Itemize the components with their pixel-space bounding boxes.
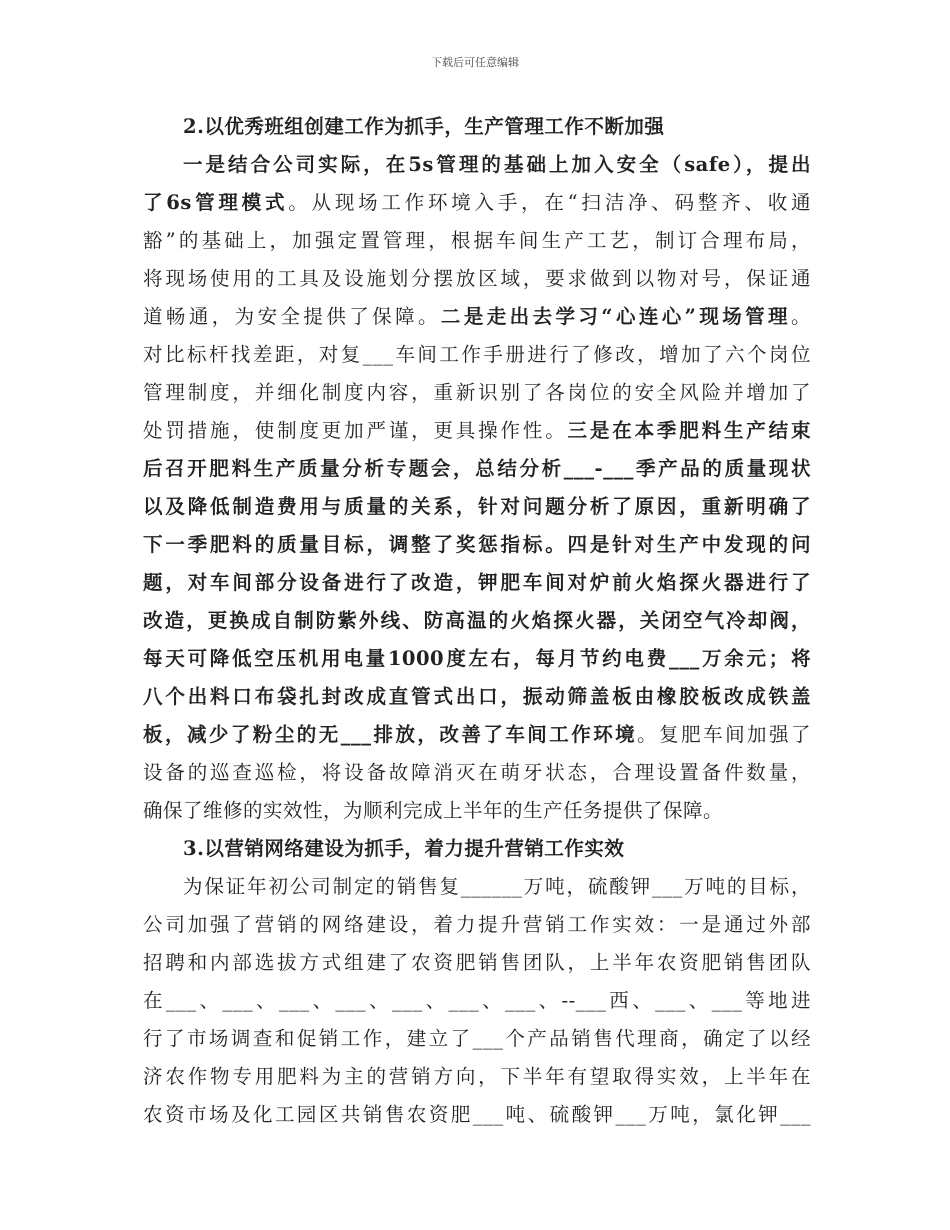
- text-segment: 道畅通，为安全提供了保障。: [143, 305, 441, 328]
- text-segment: 处罚措施，使制度更加严谨，更具操作性。: [143, 419, 568, 442]
- text-line: [143, 678, 811, 716]
- text-line: [143, 260, 811, 298]
- text-line: [143, 906, 811, 944]
- text-segment: 豁”的基础上，加强定置管理，根据车间生产工艺，制订合理布局，: [143, 229, 811, 252]
- text-segment: 设备的巡查巡检，将设备故障消灭在萌牙状态，合理设置备件数量，: [143, 761, 811, 784]
- text-segment: 在___、___、___、___、___、___、___、--___西、___、___等地进: [143, 989, 811, 1012]
- bold-text-segment: 以及降低制造费用与质量的关系，针对问题分析了原因，重新明确了: [143, 495, 811, 518]
- text-segment: 行了市场调查和促销工作，建立了___个产品销售代理商，确定了以经: [143, 1027, 811, 1050]
- text-line: [143, 944, 811, 982]
- text-line: [143, 184, 811, 222]
- text-line: [143, 108, 811, 146]
- text-segment: 济农作物专用肥料为主的营销方向，下半年有望取得实效，上半年在: [143, 1065, 811, 1088]
- text-line: [143, 336, 811, 374]
- text-segment: 将现场使用的工具及设施划分摆放区域，要求做到以物对号，保证通: [143, 267, 811, 290]
- text-line: [143, 526, 811, 564]
- text-line: [143, 222, 811, 260]
- text-line: [143, 298, 811, 336]
- text-line: [143, 1096, 811, 1134]
- text-segment: 农资市场及化工园区共销售农资肥___吨、硫酸钾___万吨，氯化钾___: [143, 1103, 811, 1126]
- bold-text-segment: 了6s管理模式: [143, 191, 289, 214]
- bold-text-segment: 每天可降低空压机用电量1000度左右，每月节约电费___万余元；将: [143, 647, 811, 670]
- text-segment: 对比标杆找差距，对复___车间工作手册进行了修改，增加了六个岗位: [143, 343, 811, 366]
- text-line: [143, 564, 811, 602]
- bold-text-segment: 后召开肥料生产质量分析专题会，总结分析___-___季产品的质量现状: [143, 457, 811, 480]
- text-line: [143, 754, 811, 792]
- text-segment: 。从现场工作环境入手，在“扫洁净、码整齐、收通: [288, 191, 811, 214]
- bold-text-segment: 二是走出去学习“心连心”现场管理: [440, 305, 791, 328]
- text-line: [143, 602, 811, 640]
- text-line: [143, 450, 811, 488]
- text-line: [143, 830, 811, 868]
- bold-text-segment: 八个出料口布袋扎封改成直管式出口，振动筛盖板由橡胶板改成铁盖: [143, 685, 811, 708]
- page-header: 下载后可任意编辑: [431, 56, 519, 69]
- text-segment: 管理制度，并细化制度内容，重新识别了各岗位的安全风险并增加了: [143, 381, 811, 404]
- text-segment: 。复肥车间加强了: [637, 723, 811, 746]
- text-line: [143, 374, 811, 412]
- text-line: [143, 488, 811, 526]
- text-segment: 确保了维修的实效性，为顺利完成上半年的生产任务提供了保障。: [143, 799, 724, 822]
- text-line: [143, 982, 811, 1020]
- text-line: [143, 146, 811, 184]
- bold-text-segment: 改造，更换成自制防紫外线、防高温的火焰探火器，关闭空气冷却阀，: [143, 609, 811, 632]
- text-line: [143, 640, 811, 678]
- text-segment: 为保证年初公司制定的销售复______万吨，硫酸钾___万吨的目标，: [183, 875, 811, 898]
- document-body: [143, 108, 811, 1134]
- text-line: [143, 868, 811, 906]
- bold-text-segment: 一是结合公司实际，在5s管理的基础上加入安全（safe），提出: [183, 153, 811, 176]
- text-line: [143, 412, 811, 450]
- text-line: [143, 1020, 811, 1058]
- bold-text-segment: 下一季肥料的质量目标，调整了奖惩指标。四是针对生产中发现的问: [143, 533, 811, 556]
- bold-text-segment: 2.以优秀班组创建工作为抓手，生产管理工作不断加强: [183, 115, 665, 138]
- bold-text-segment: 板，减少了粉尘的无___排放，改善了车间工作环境: [143, 723, 638, 746]
- text-segment: 公司加强了营销的网络建设，着力提升营销工作实效：一是通过外部: [143, 913, 811, 936]
- text-line: [143, 792, 811, 830]
- bold-text-segment: 3.以营销网络建设为抓手，着力提升营销工作实效: [183, 837, 625, 860]
- bold-text-segment: 题，对车间部分设备进行了改造，钾肥车间对炉前火焰探火器进行了: [143, 571, 811, 594]
- text-segment: 。: [790, 305, 811, 328]
- text-line: [143, 1058, 811, 1096]
- text-segment: 招聘和内部选拔方式组建了农资肥销售团队，上半年农资肥销售团队: [143, 951, 811, 974]
- text-line: [143, 716, 811, 754]
- bold-text-segment: 三是在本季肥料生产结束: [567, 419, 811, 442]
